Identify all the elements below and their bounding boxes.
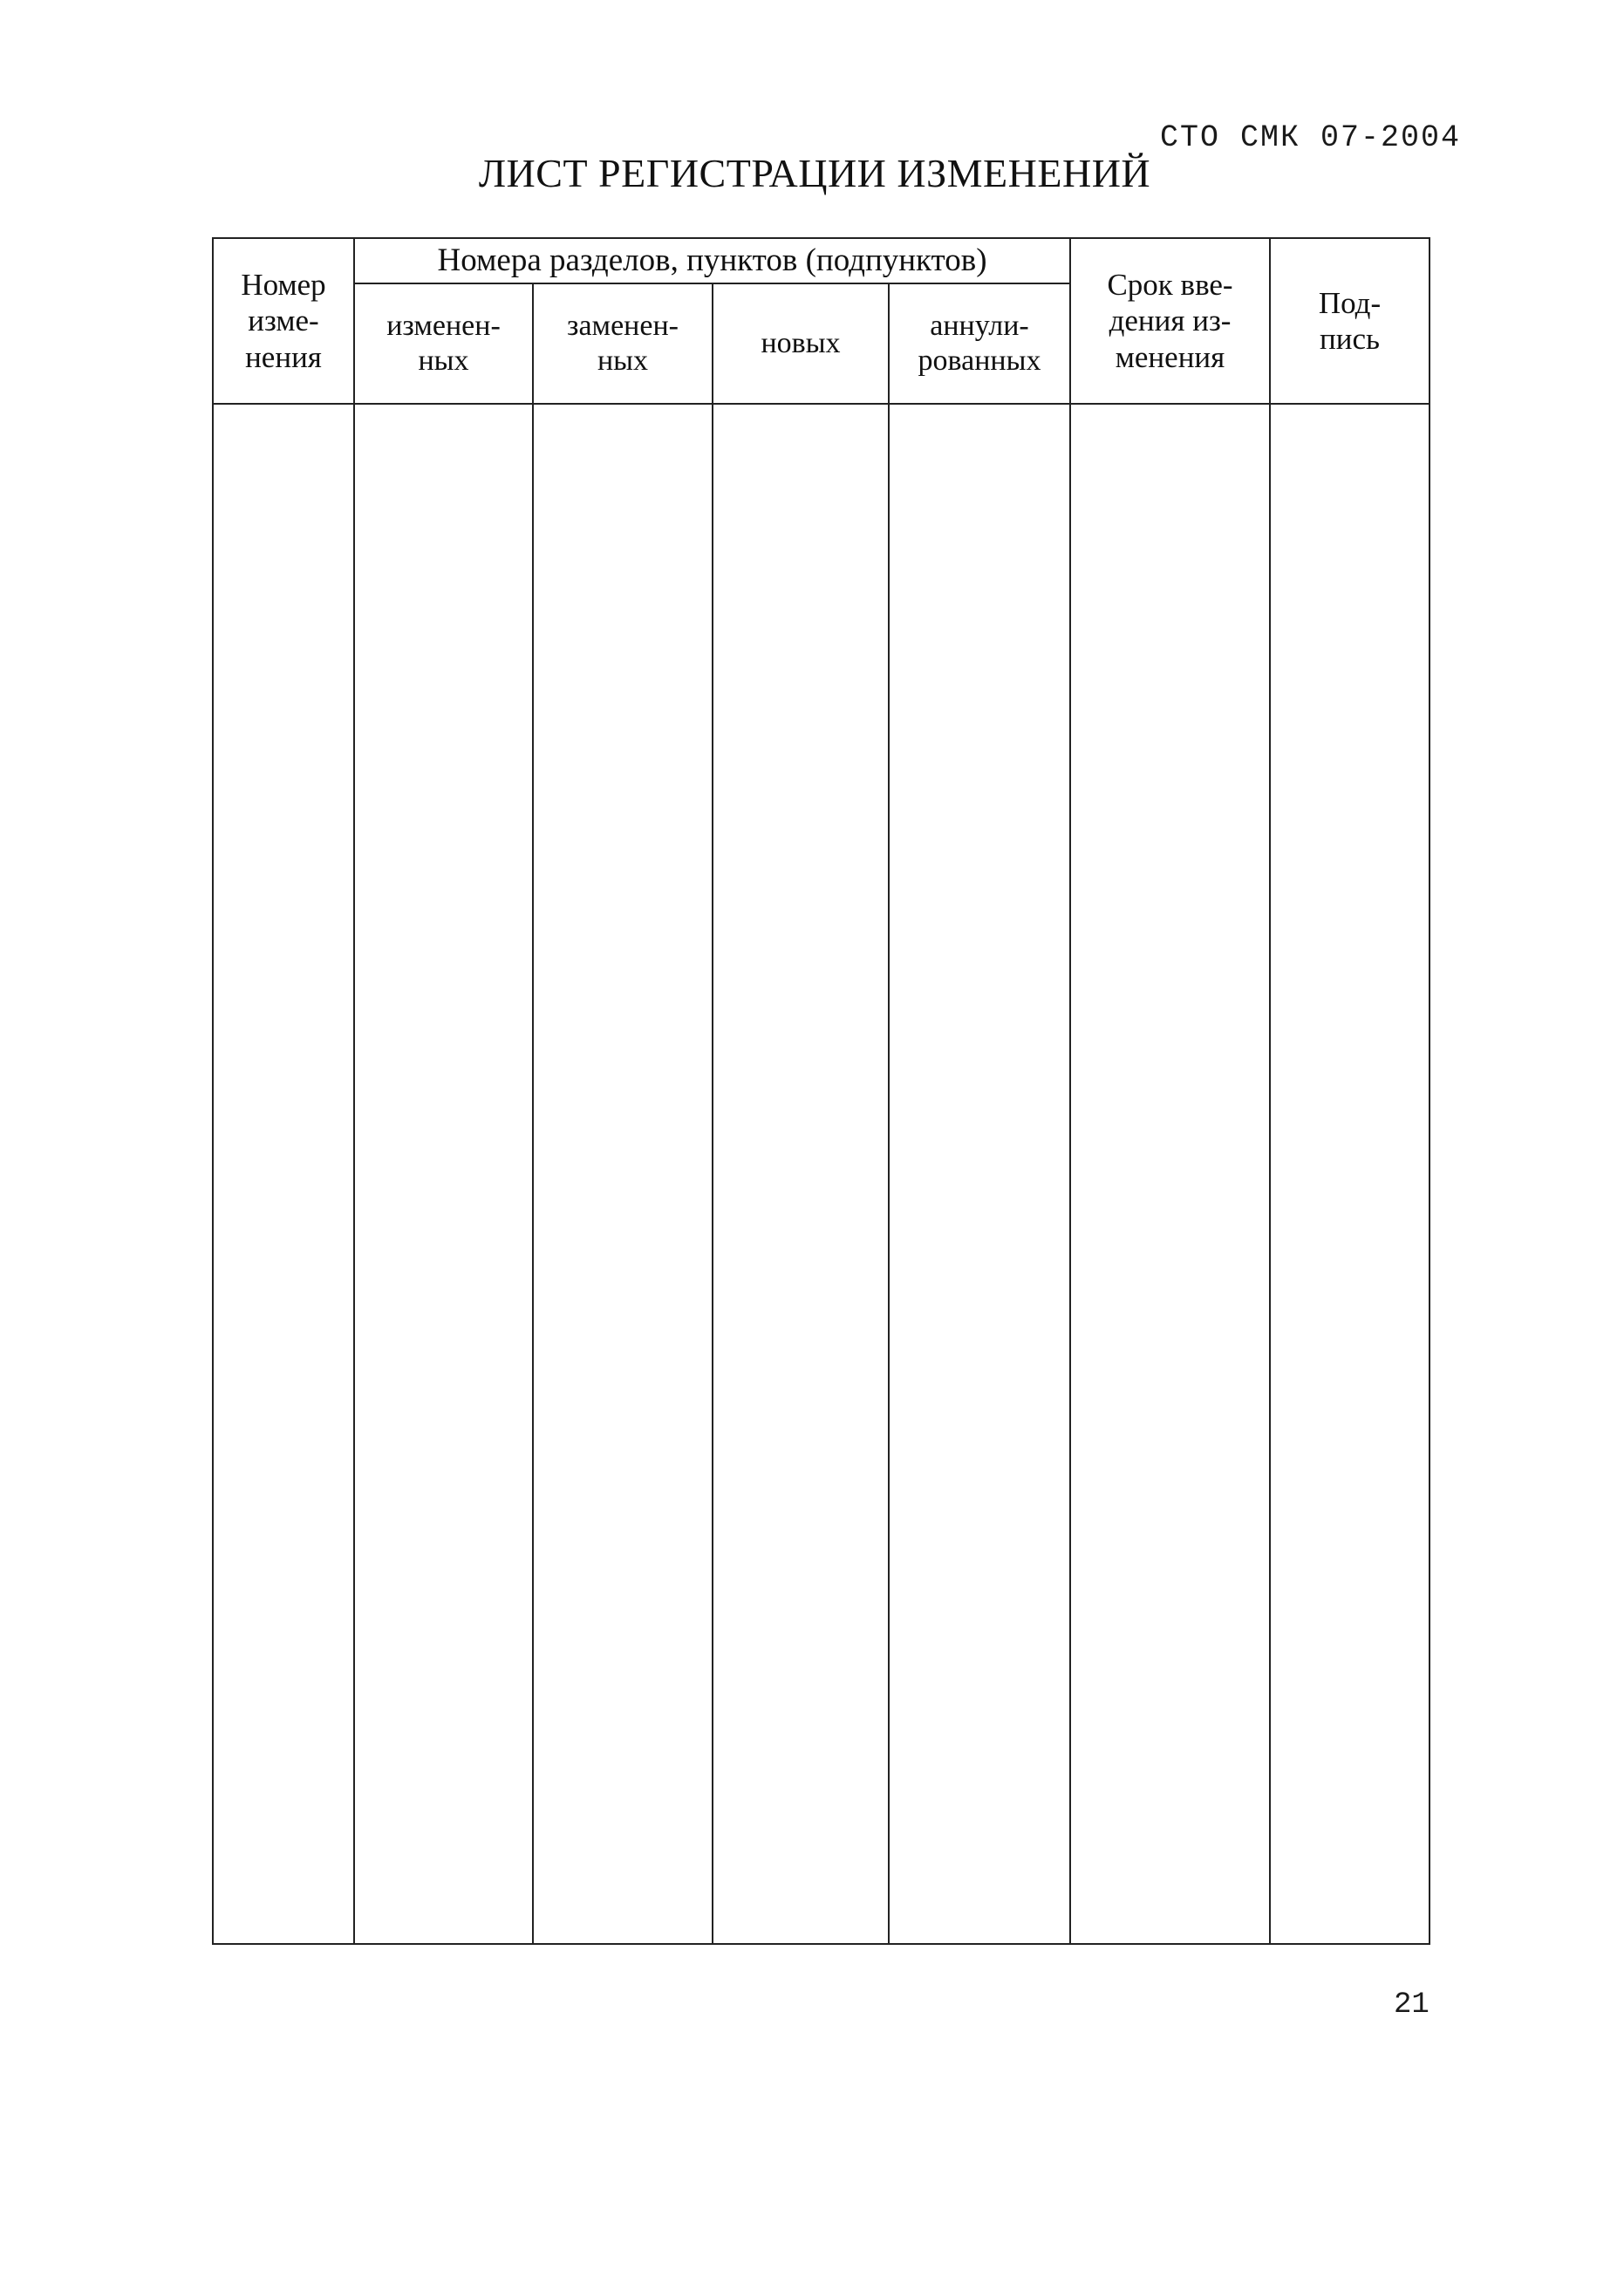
page-number: 21	[1394, 1988, 1430, 2022]
header-effective-date: Срок вве- дения из- менения	[1070, 238, 1270, 404]
change-registration-table	[212, 237, 1430, 1945]
header-signature: Под- пись	[1270, 238, 1430, 404]
cell-effective-date	[1070, 404, 1270, 1944]
table-row	[213, 404, 1430, 1944]
cell-change-number	[213, 404, 354, 1944]
header-replaced: заменен- ных	[533, 283, 713, 404]
cell-new	[713, 404, 889, 1944]
document-code: СТО СМК 07-2004	[1160, 120, 1462, 155]
header-section-numbers: Номера разделов, пунктов (подпунктов)	[354, 238, 1070, 283]
header-change-number: Номер изме- нения	[213, 238, 354, 404]
header-new: новых	[713, 283, 889, 404]
header-annulled: аннули- рованных	[889, 283, 1070, 404]
cell-signature	[1270, 404, 1430, 1944]
cell-annulled	[889, 404, 1070, 1944]
page-title: ЛИСТ РЕГИСТРАЦИИ ИЗМЕНЕНИЙ	[478, 151, 1151, 195]
cell-replaced	[533, 404, 713, 1944]
header-changed: изменен- ных	[354, 283, 533, 404]
cell-changed	[354, 404, 533, 1944]
